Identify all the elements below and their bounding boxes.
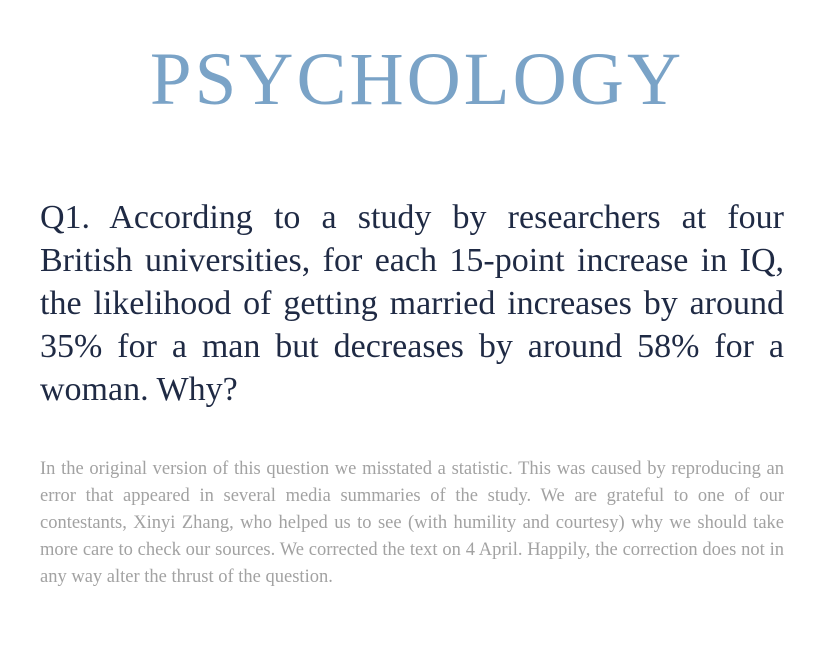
page-title: PSYCHOLOGY — [149, 38, 685, 121]
correction-note: In the original version of this question we misstated a statistic. This was caused by reproducing an error that appeared in several media summaries of the study. We are grateful to one of our contestants, Xinyi Zhang, who helped us to see (with humility and courtesy) why we should take more care to check our sources. We corrected the text on 4 April. Happily, the correction does not in any way alter the thrust of the question. — [40, 459, 784, 587]
question-text: Q1. According to a study by researchers at four British universities, for each 15-point increase in IQ, the likelihood of getting married increases by around 35% for a man but decreases by around 58% for a woman. Why? — [40, 199, 784, 408]
